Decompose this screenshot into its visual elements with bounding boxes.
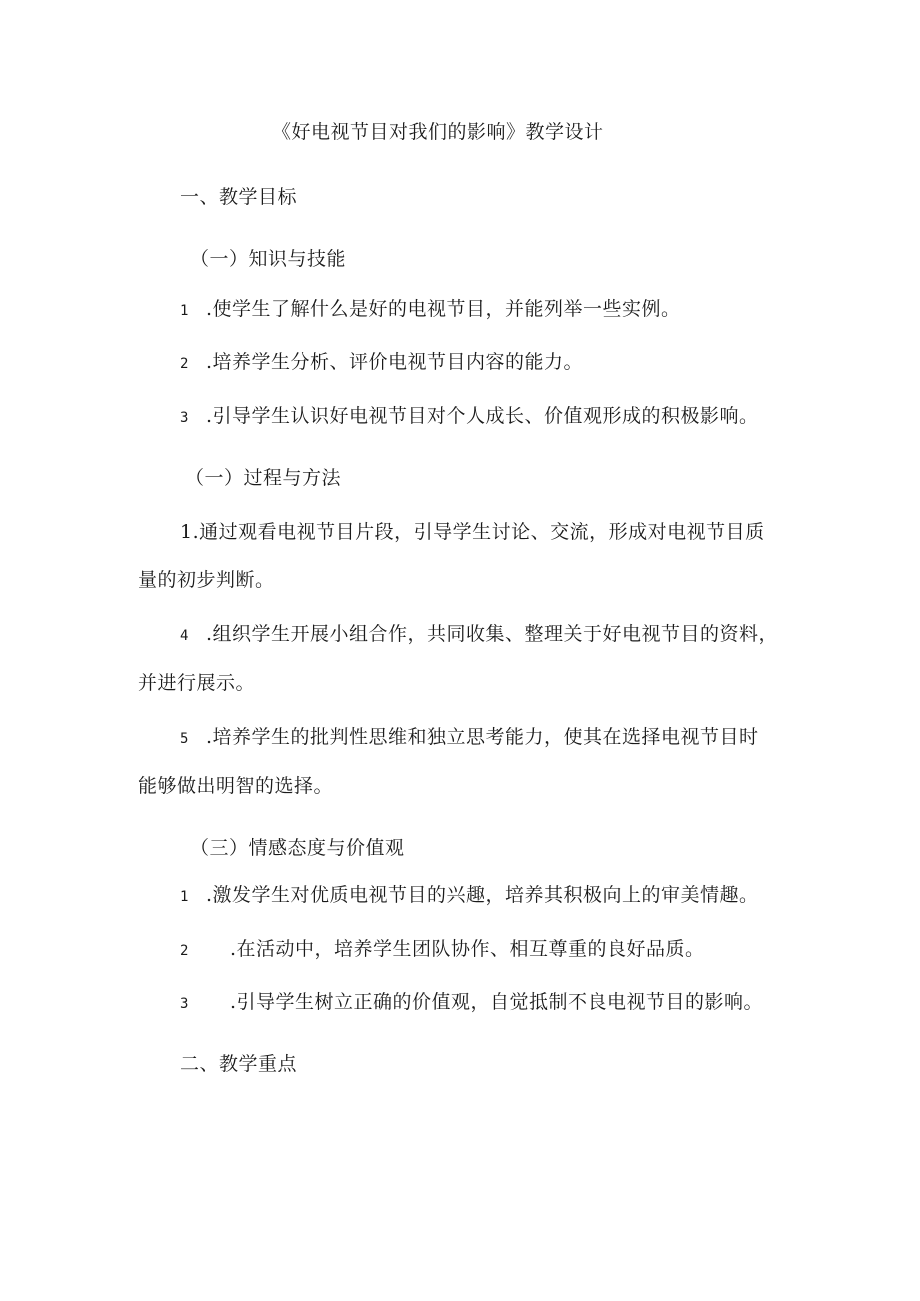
section-heading-objectives: 一、教学目标 [180,186,298,208]
list-item [180,297,681,323]
section-heading-key-points: 二、教学重点 [180,1053,298,1075]
item-number: 3 [180,410,189,426]
item-text: .培养学生分析、评价电视节目内容的能力。 [206,351,584,373]
item-number: 2 [180,356,189,372]
subheading-attitude-values: （三）情感态度与价值观 [190,837,405,859]
list-item [180,350,583,376]
item-text: .培养学生的批判性思维和独立思考能力，使其在选择电视节目时 [206,726,759,748]
list-item [180,725,759,751]
list-item [180,404,759,430]
list-item [180,883,759,909]
list-item [180,990,763,1016]
item-number: 2 [180,943,189,959]
list-item [180,622,778,648]
document-title: 《好电视节目对我们的影响》教学设计 [272,121,604,143]
item-number: 5 [180,731,189,747]
subheading-knowledge-skills: （一）知识与技能 [190,248,347,270]
paragraph-line: 量的初步判断。 [138,569,275,591]
item-number: 3 [180,996,189,1012]
list-item [180,937,705,963]
item-text: .引导学生树立正确的价值观，自觉抵制不良电视节目的影响。 [230,991,764,1013]
paragraph-line: 1.通过观看电视节目片段，引导学生讨论、交流，形成对电视节目质 [180,521,765,543]
subheading-process-methods: （一）过程与方法 [185,467,342,489]
paragraph-line: 并进行展示。 [138,672,256,694]
item-number: 1 [180,303,189,319]
item-number: 4 [180,628,189,644]
item-text: .激发学生对优质电视节目的兴趣，培养其积极向上的审美情趣。 [206,884,759,906]
item-text: .使学生了解什么是好的电视节目，并能列举一些实例。 [206,298,681,320]
item-number: 1 [180,889,189,905]
paragraph-line: 能够做出明智的选择。 [138,775,334,797]
item-text: .在活动中，培养学生团队协作、相互尊重的良好品质。 [230,938,705,960]
item-text: .组织学生开展小组合作，共同收集、整理关于好电视节目的资料， [206,623,779,645]
item-text: .引导学生认识好电视节目对个人成长、价值观形成的积极影响。 [206,405,759,427]
